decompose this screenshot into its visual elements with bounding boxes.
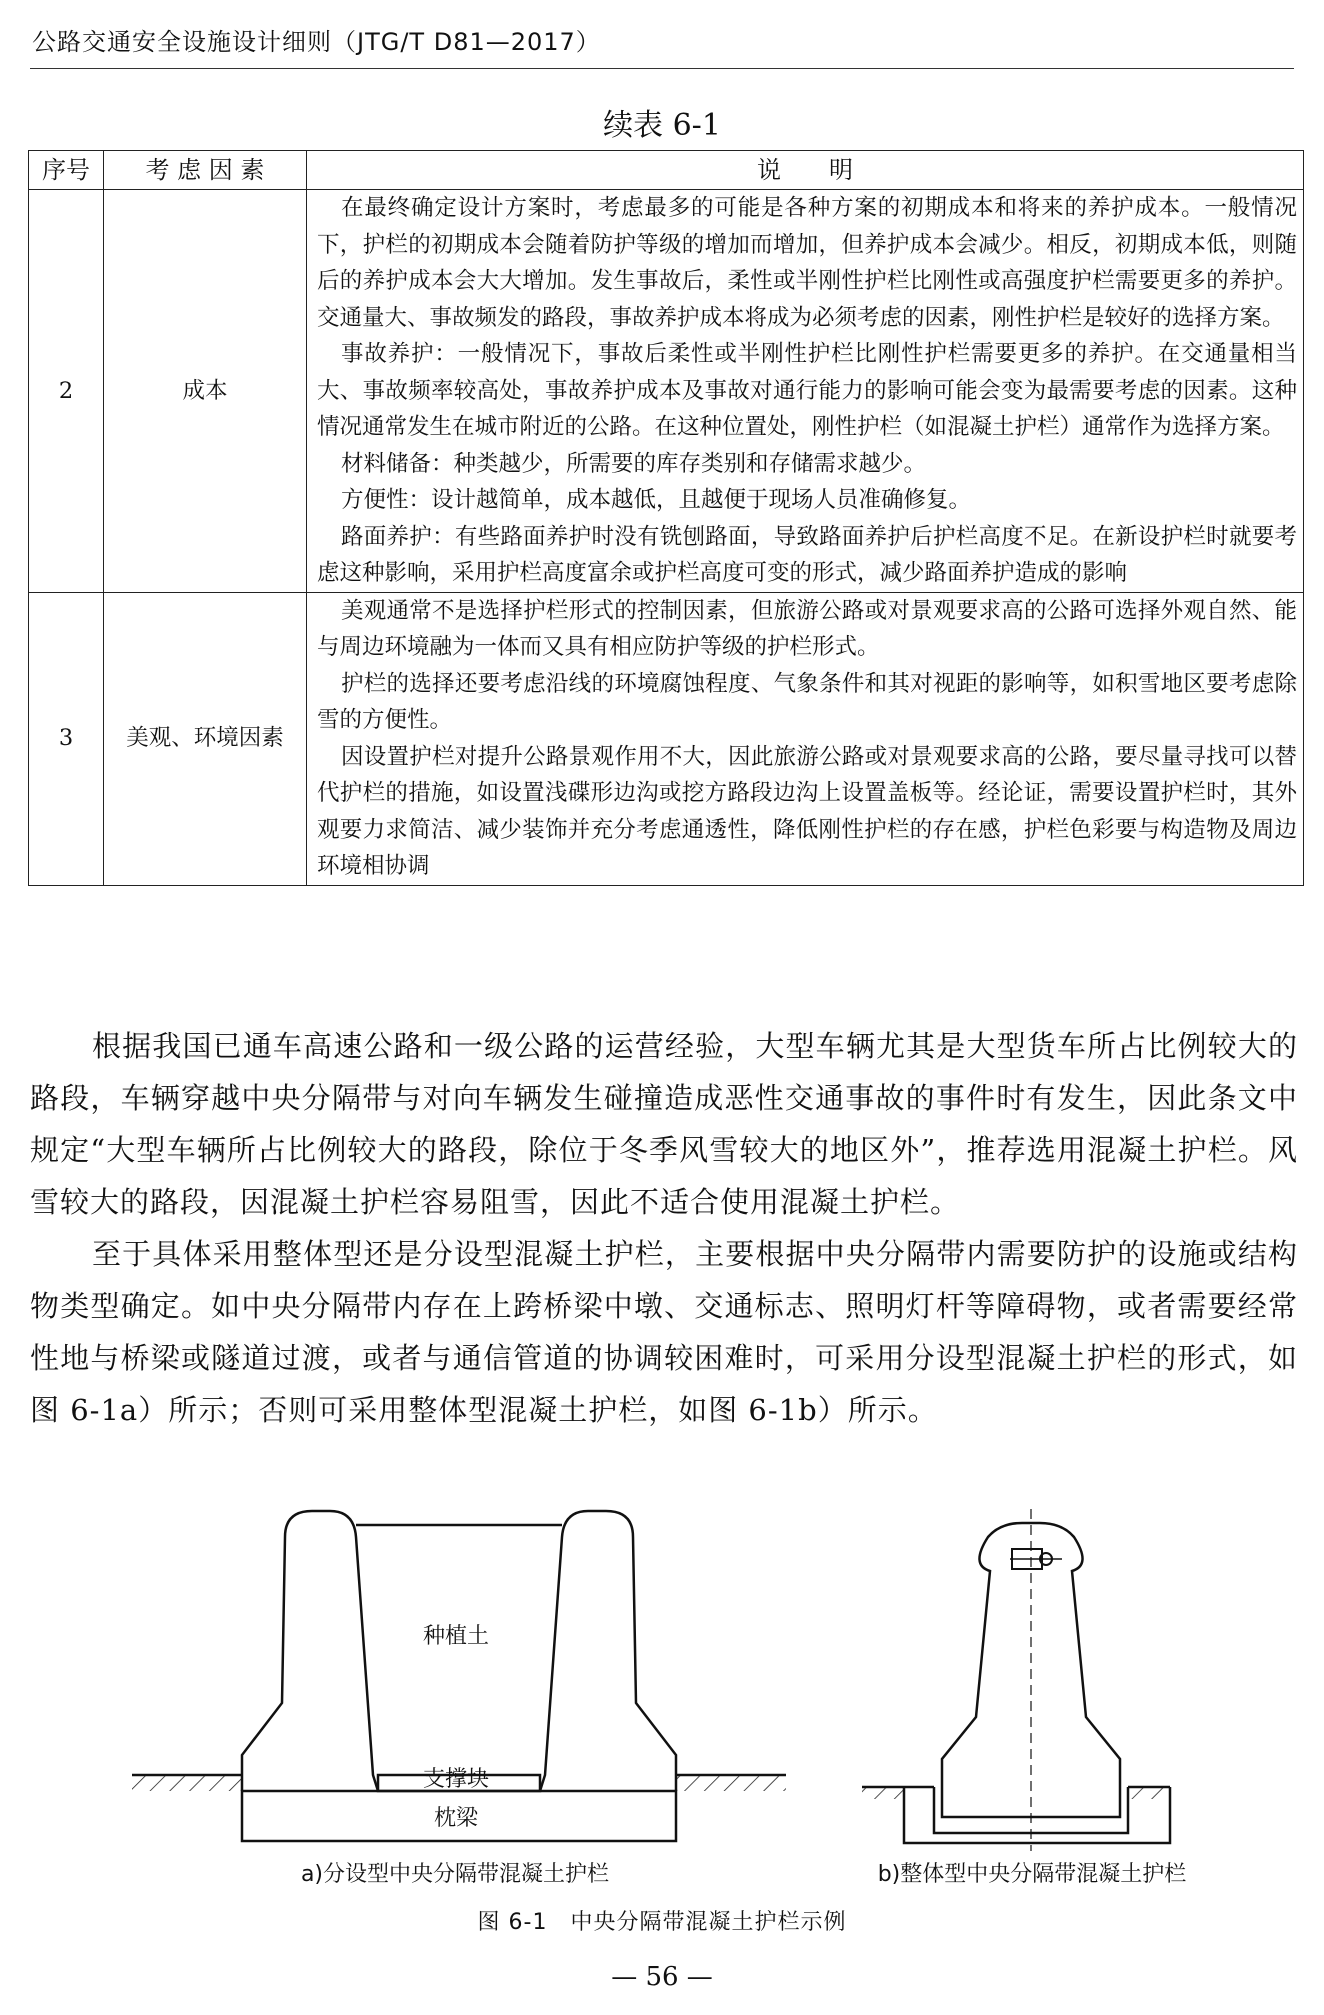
description-paragraph: 路面养护：有些路面养护时没有铣刨路面，导致路面养护后护栏高度不足。在新设护栏时就要考虑这种影响，采用护栏高度富余或护栏高度可变的形式，减少路面养护造成的影响 (317, 523, 1297, 586)
row-num: 2 (29, 190, 104, 593)
row-factor: 美观、环境因素 (104, 592, 307, 885)
header-desc: 说 明 (307, 151, 1304, 190)
row-description (307, 190, 1304, 593)
ground-hatch-left (132, 1775, 242, 1791)
ground-hatch-right (676, 1775, 786, 1791)
ground-hatch-right-outer-left (862, 1787, 904, 1799)
considerations-table (28, 150, 1304, 886)
table-title: 续表 6-1 (603, 108, 721, 143)
header-rule (30, 68, 1294, 69)
description-paragraph: 方便性：设计越简单，成本越低，且越便于现场人员准确修复。 (341, 487, 972, 513)
right-barrier-unit (540, 1511, 676, 1791)
description-paragraph: 材料储备：种类越少，所需要的库存类别和存储需求越少。 (341, 450, 927, 477)
integral-barrier-drawing (862, 1509, 1170, 1851)
label-support-block: 支撑块 (422, 1767, 490, 1792)
caption-b: b)整体型中央分隔带混凝土护栏 (877, 1862, 1187, 1887)
body-text (30, 1020, 1298, 1436)
description-paragraph: 因设置护栏对提升公路景观作用不大，因此旅游公路或对景观要求高的公路，要尽量寻找可以替代护栏的措施，如设置浅碟形边沟或挖方路段边沟上设置盖板等。经论证，需要设置护栏时，其外观要力求简洁、减少装饰并充分考虑通透性，降低刚性护栏的存在感，护栏色彩要与构造物及周边环境相协调 (317, 743, 1297, 879)
caption-a: a)分设型中央分隔带混凝土护栏 (300, 1862, 610, 1887)
ground-hatch-right-outer-right (1128, 1787, 1170, 1799)
label-planting-soil: 种植土 (422, 1624, 490, 1649)
label-sleeper-beam: 枕梁 (433, 1806, 479, 1831)
table-row (29, 592, 1304, 885)
header-num: 序号 (29, 151, 104, 190)
row-factor: 成本 (104, 190, 307, 593)
header-factor: 考 虑 因 素 (104, 151, 307, 190)
description-paragraph: 事故养护：一般情况下，事故后柔性或半刚性护栏比刚性护栏需要更多的养护。在交通量相当大、事故频率较高处，事故养护成本及事故对通行能力的影响可能会变为最需要考虑的因素。这种情况通常发生在城市附近的公路。在这种位置处，刚性护栏（如混凝土护栏）通常作为选择方案。 (317, 341, 1297, 440)
table-header-row (29, 151, 1304, 190)
description-paragraph: 护栏的选择还要考虑沿线的环境腐蚀程度、气象条件和其对视距的影响等，如积雪地区要考虑除雪的方便性。 (317, 670, 1297, 733)
row-num: 3 (29, 592, 104, 885)
description-paragraph: 在最终确定设计方案时，考虑最多的可能是各种方案的初期成本和将来的养护成本。一般情况下，护栏的初期成本会随着防护等级的增加而增加，但养护成本会减少。相反，初期成本低，则随后的养护成本会大大增加。发生事故后，柔性或半刚性护栏比刚性或高强度护栏需要更多的养护。交通量大、事故频发的路段，事故养护成本将成为必须考虑的因素，刚性护栏是较好的选择方案。 (317, 195, 1297, 331)
running-header: 公路交通安全设施设计细则（JTG/T D81—2017） (32, 28, 601, 56)
body-paragraph: 根据我国已通车高速公路和一级公路的运营经验，大型车辆尤其是大型货车所占比例较大的路段，车辆穿越中央分隔带与对向车辆发生碰撞造成恶性交通事故的事件时有发生，因此条文中规定“大型车辆所占比例较大的路段，除位于冬季风雪较大的地区外”，推荐选用混凝土护栏。风雪较大的路段，因混凝土护栏容易阻雪，因此不适合使用混凝土护栏。 (30, 1029, 1298, 1219)
description-paragraph: 美观通常不是选择护栏形式的控制因素，但旅游公路或对景观要求高的公路可选择外观自然、能与周边环境融为一体而又具有相应防护等级的护栏形式。 (317, 597, 1297, 660)
table-row (29, 190, 1304, 593)
body-paragraph: 至于具体采用整体型还是分设型混凝土护栏，主要根据中央分隔带内需要防护的设施或结构物类型确定。如中央分隔带内存在上跨桥梁中墩、交通标志、照明灯杆等障碍物，或者需要经常性地与桥梁或隧道过渡，或者与通信管道的协调较困难时，可采用分设型混凝土护栏的形式，如图 6-1a）所示；否则可采用整体型混凝土护栏，如图 6-1b）所示。 (30, 1237, 1298, 1427)
left-barrier-unit (242, 1511, 378, 1791)
page-number: — 56 — (611, 1962, 713, 1992)
figure-caption: 图 6-1 中央分隔带混凝土护栏示例 (477, 1910, 847, 1935)
row-description (307, 592, 1304, 885)
figure-6-1 (0, 1485, 1324, 1895)
